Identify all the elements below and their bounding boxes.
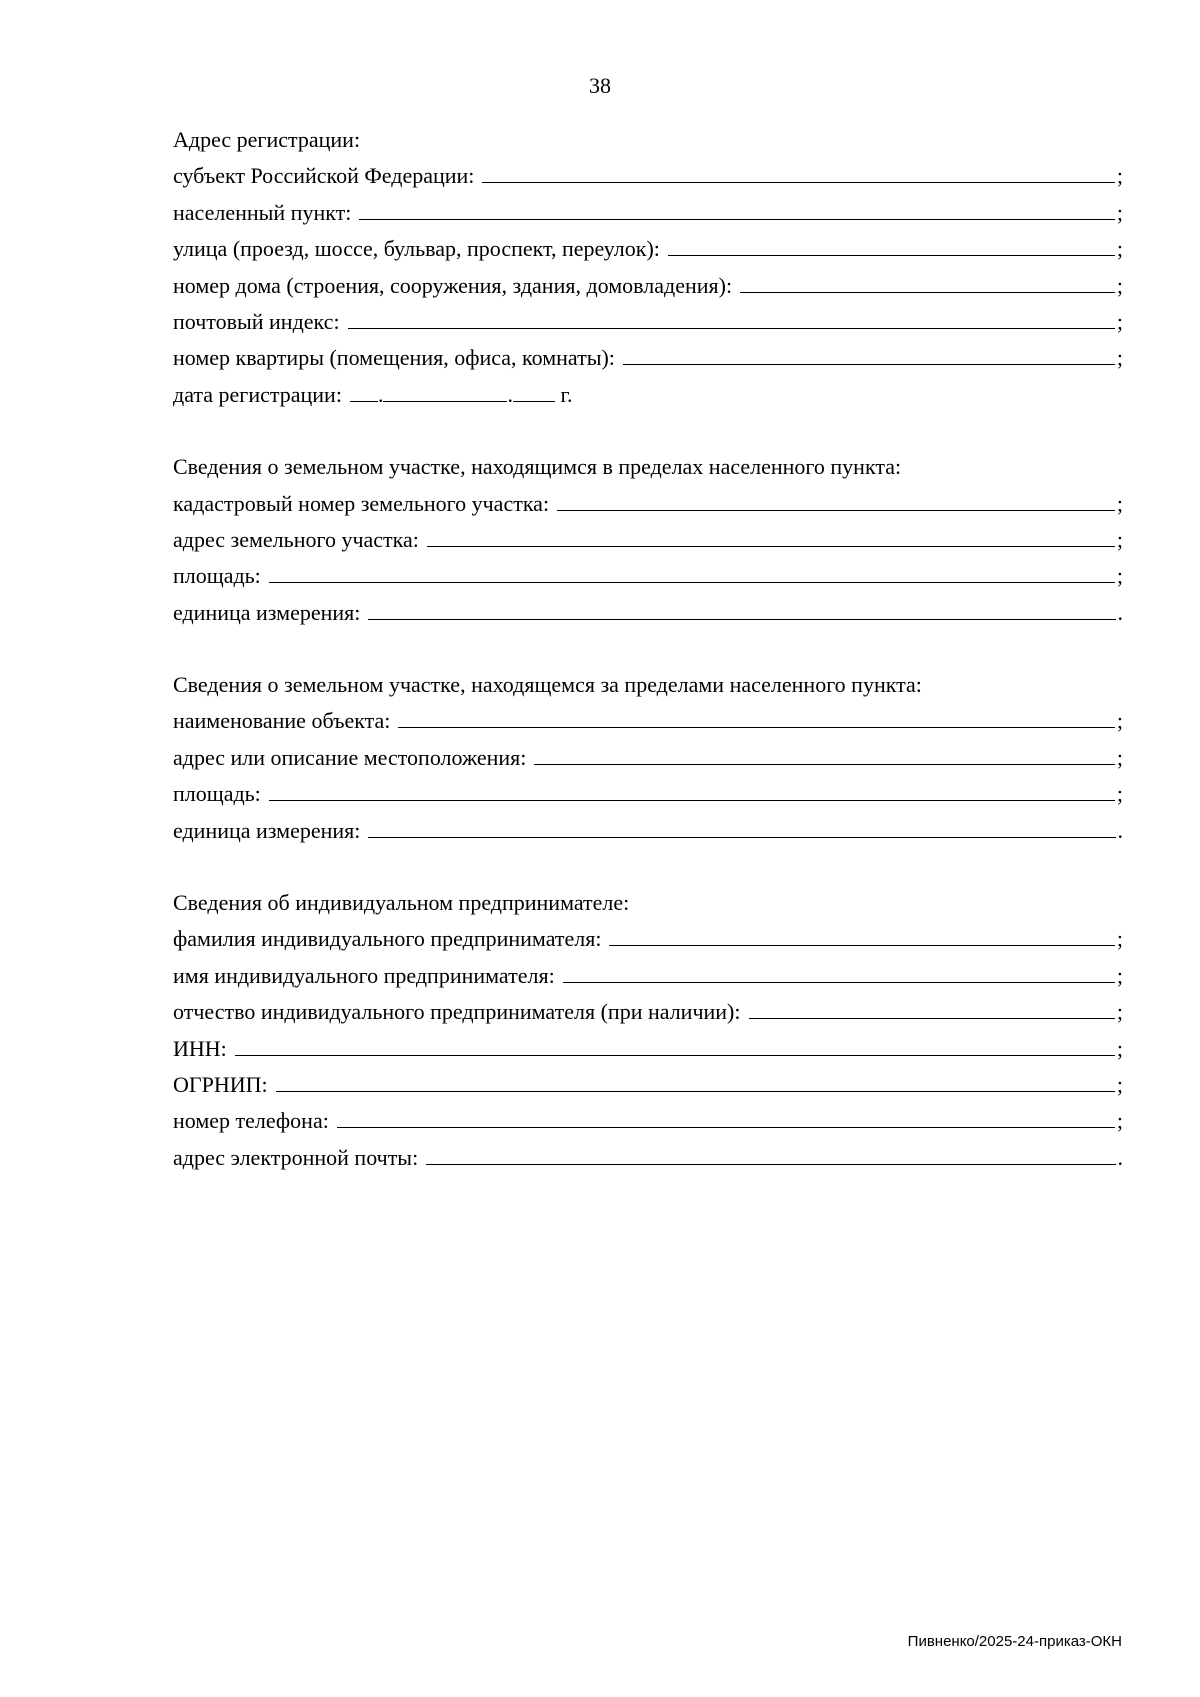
land-inside-unit-field (173, 595, 1123, 631)
land-outside-unit-field (173, 813, 1123, 849)
land-outside-location-blank[interactable] (534, 744, 1114, 765)
entrepreneur-inn-label: ИНН: (173, 1035, 227, 1061)
land-inside-area-label: площадь: (173, 563, 261, 589)
land-inside-address-blank[interactable] (427, 526, 1115, 547)
land-inside-unit-blank[interactable] (368, 599, 1115, 620)
field-terminator: . (1117, 1144, 1123, 1170)
land-inside-address-label: адрес земельного участка: (173, 526, 419, 552)
field-terminator: ; (1116, 999, 1123, 1025)
field-terminator: ; (1116, 490, 1123, 516)
registration-date-day-blank[interactable] (350, 381, 378, 402)
land-inside-cadastral-label: кадастровый номер земельного участка: (173, 490, 550, 516)
registration-date-field (173, 377, 1123, 413)
land-outside-unit-blank[interactable] (368, 817, 1115, 838)
registration-house-blank[interactable] (740, 272, 1115, 293)
land-outside-name-field (173, 703, 1123, 739)
field-terminator: ; (1116, 926, 1123, 952)
entrepreneur-surname-field (173, 921, 1123, 957)
registration-date-year-blank[interactable] (513, 381, 555, 402)
land-outside-area-label: площадь: (173, 781, 261, 807)
registration-house-field (173, 268, 1123, 304)
field-terminator: ; (1116, 199, 1123, 225)
registration-region-label: субъект Российской Федерации: (173, 163, 475, 189)
entrepreneur-patronymic-blank[interactable] (749, 998, 1115, 1019)
registration-postcode-label: почтовый индекс: (173, 308, 340, 334)
field-terminator: ; (1116, 563, 1123, 589)
field-terminator: ; (1116, 1108, 1123, 1134)
field-terminator: ; (1116, 744, 1123, 770)
registration-region-field (173, 158, 1123, 194)
entrepreneur-name-field (173, 958, 1123, 994)
entrepreneur-patronymic-label: отчество индивидуального предпринимателя (при наличии): (173, 999, 741, 1025)
registration-heading: Адрес регистрации: (173, 127, 361, 152)
entrepreneur-email-blank[interactable] (426, 1144, 1115, 1165)
entrepreneur-name-label: имя индивидуального предпринимателя: (173, 962, 555, 988)
entrepreneur-inn-field (173, 1031, 1123, 1067)
registration-section (173, 122, 1123, 413)
entrepreneur-email-field (173, 1140, 1123, 1176)
document-footer-id: Пивненко/2025-24-приказ-ОКН (907, 1633, 1122, 1650)
field-terminator: ; (1116, 308, 1123, 334)
field-terminator: ; (1116, 272, 1123, 298)
date-separator: . (507, 381, 513, 407)
land-outside-section (173, 667, 1123, 849)
field-terminator: ; (1116, 781, 1123, 807)
land-inside-cadastral-blank[interactable] (557, 490, 1115, 511)
entrepreneur-ogrnip-label: ОГРНИП: (173, 1071, 268, 1097)
entrepreneur-surname-blank[interactable] (609, 925, 1114, 946)
land-outside-location-label: адрес или описание местоположения: (173, 744, 527, 770)
registration-street-blank[interactable] (668, 235, 1115, 256)
registration-apartment-blank[interactable] (623, 344, 1115, 365)
field-terminator: ; (1116, 345, 1123, 371)
field-terminator: ; (1116, 1071, 1123, 1097)
registration-street-label: улица (проезд, шоссе, бульвар, проспект, переулок): (173, 236, 660, 262)
entrepreneur-phone-field (173, 1103, 1123, 1139)
registration-date-label: дата регистрации: (173, 381, 342, 407)
land-outside-name-label: наименование объекта: (173, 708, 391, 734)
field-terminator: ; (1116, 962, 1123, 988)
entrepreneur-name-blank[interactable] (563, 962, 1115, 983)
field-terminator: ; (1116, 526, 1123, 552)
land-outside-unit-label: единица измерения: (173, 817, 361, 843)
registration-postcode-field (173, 304, 1123, 340)
field-terminator: ; (1116, 708, 1123, 734)
registration-house-label: номер дома (строения, сооружения, здания, домовладения): (173, 272, 733, 298)
page-number: 38 (589, 73, 611, 98)
date-separator: . (377, 381, 384, 407)
land-inside-section (173, 449, 1123, 631)
year-suffix: г. (554, 381, 573, 407)
registration-date-month-blank[interactable] (383, 381, 507, 402)
entrepreneur-ogrnip-field (173, 1067, 1123, 1103)
field-terminator: ; (1116, 236, 1123, 262)
land-outside-area-blank[interactable] (269, 780, 1115, 801)
land-outside-location-field (173, 740, 1123, 776)
entrepreneur-ogrnip-blank[interactable] (276, 1071, 1115, 1092)
field-terminator: . (1117, 817, 1123, 843)
land-outside-heading: Сведения о земельном участке, находящемся за пределами населенного пункта: (173, 672, 922, 698)
registration-street-field (173, 231, 1123, 267)
registration-apartment-label: номер квартиры (помещения, офиса, комнаты): (173, 345, 615, 371)
registration-locality-blank[interactable] (359, 199, 1115, 220)
registration-region-blank[interactable] (482, 162, 1114, 183)
land-inside-area-field (173, 558, 1123, 594)
land-outside-name-blank[interactable] (398, 707, 1114, 728)
entrepreneur-section (173, 885, 1123, 1176)
entrepreneur-inn-blank[interactable] (235, 1035, 1115, 1056)
registration-locality-field (173, 195, 1123, 231)
entrepreneur-phone-blank[interactable] (337, 1107, 1115, 1128)
registration-postcode-blank[interactable] (348, 308, 1115, 329)
land-inside-address-field (173, 522, 1123, 558)
registration-locality-label: населенный пункт: (173, 199, 352, 225)
land-inside-unit-label: единица измерения: (173, 599, 361, 625)
registration-apartment-field (173, 340, 1123, 376)
entrepreneur-phone-label: номер телефона: (173, 1108, 329, 1134)
form-content (173, 122, 1123, 1176)
field-terminator: ; (1116, 163, 1123, 189)
land-inside-heading: Сведения о земельном участке, находящимся в пределах населенного пункта: (173, 454, 902, 480)
field-terminator: ; (1116, 1035, 1123, 1061)
entrepreneur-patronymic-field (173, 994, 1123, 1030)
land-inside-cadastral-field (173, 486, 1123, 522)
field-terminator: . (1117, 599, 1123, 625)
land-inside-area-blank[interactable] (269, 562, 1115, 583)
land-outside-area-field (173, 776, 1123, 812)
entrepreneur-email-label: адрес электронной почты: (173, 1144, 419, 1170)
entrepreneur-surname-label: фамилия индивидуального предпринимателя: (173, 926, 602, 952)
entrepreneur-heading: Сведения об индивидуальном предпринимателе: (173, 890, 630, 916)
